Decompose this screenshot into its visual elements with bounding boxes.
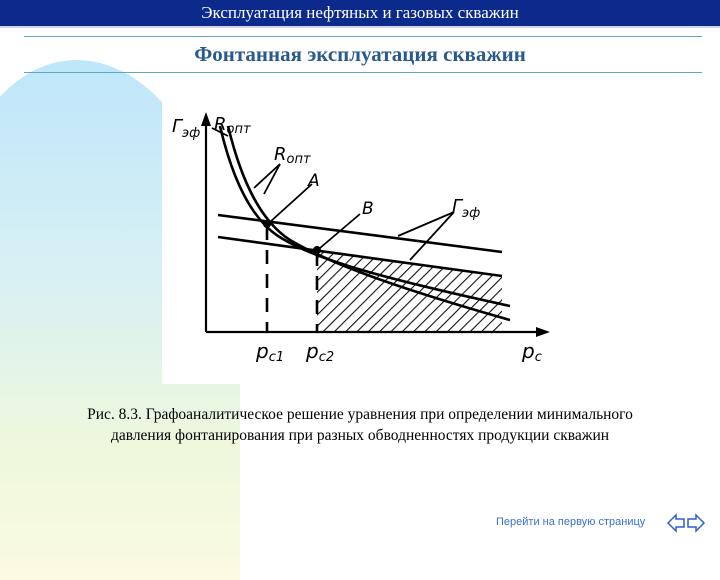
x-axis-arrow (536, 327, 550, 337)
x-axis-label: p (522, 339, 535, 363)
leader-point-b (320, 214, 360, 248)
leader-r-opt-mid-2 (264, 164, 280, 194)
y-axis-label: Г (172, 116, 183, 137)
first-page-link[interactable]: Перейти на первую страницу (496, 516, 646, 528)
figure-caption (30, 404, 690, 446)
caption-line-1: Рис. 8.3. Графоаналитическое решение уравнения при определении минимального (87, 406, 633, 423)
svg-text:Гэф (452, 196, 480, 221)
title-rule-bottom (24, 72, 702, 73)
leader-g-eff-2 (410, 212, 454, 260)
pc1-label: p (256, 339, 269, 363)
title-rule-top (24, 36, 702, 37)
point-a-label: A (308, 171, 320, 191)
figure-diagram (162, 96, 558, 384)
svg-text:Гэф (172, 116, 200, 141)
r-opt-mid-label-sub: опт (286, 152, 311, 167)
pc2-label: p (306, 339, 319, 363)
header-title: Эксплуатация нефтяных и газовых скважин (201, 3, 519, 22)
nav-arrows (666, 512, 706, 539)
svg-text:Rопт (214, 114, 251, 137)
leader-point-a (270, 184, 312, 222)
diagram-svg (162, 96, 558, 384)
header-bar (0, 0, 720, 28)
leader-g-eff-1 (398, 212, 454, 236)
g-eff-label-sub: эф (462, 206, 481, 221)
r-opt-top-label-sub: опт (226, 122, 251, 137)
point-b-label: B (362, 199, 374, 219)
y-axis-label-sub: эф (182, 126, 201, 141)
caption-line-2: давления фонтанирования при разных обводненностях продукции скважин (110, 427, 610, 444)
leader-r-opt-mid-1 (254, 164, 280, 188)
r-opt-top-label: R (214, 114, 227, 135)
svg-text:pс (521, 339, 542, 365)
pc1-label-sub: с1 (268, 350, 285, 365)
back-arrow-icon[interactable] (668, 515, 684, 531)
x-axis-label-sub: с (534, 350, 542, 365)
g-eff-label: Г (452, 196, 463, 217)
slide-title: Фонтанная эксплуатация скважин (194, 42, 526, 66)
r-opt-mid-label: R (274, 144, 287, 165)
y-axis-arrow (201, 112, 211, 126)
forward-arrow-icon[interactable] (688, 515, 704, 531)
svg-text:Rопт (274, 144, 311, 167)
svg-text:pс1 (255, 339, 284, 365)
svg-text:pс2 (305, 339, 334, 365)
pc2-label-sub: с2 (318, 350, 335, 365)
